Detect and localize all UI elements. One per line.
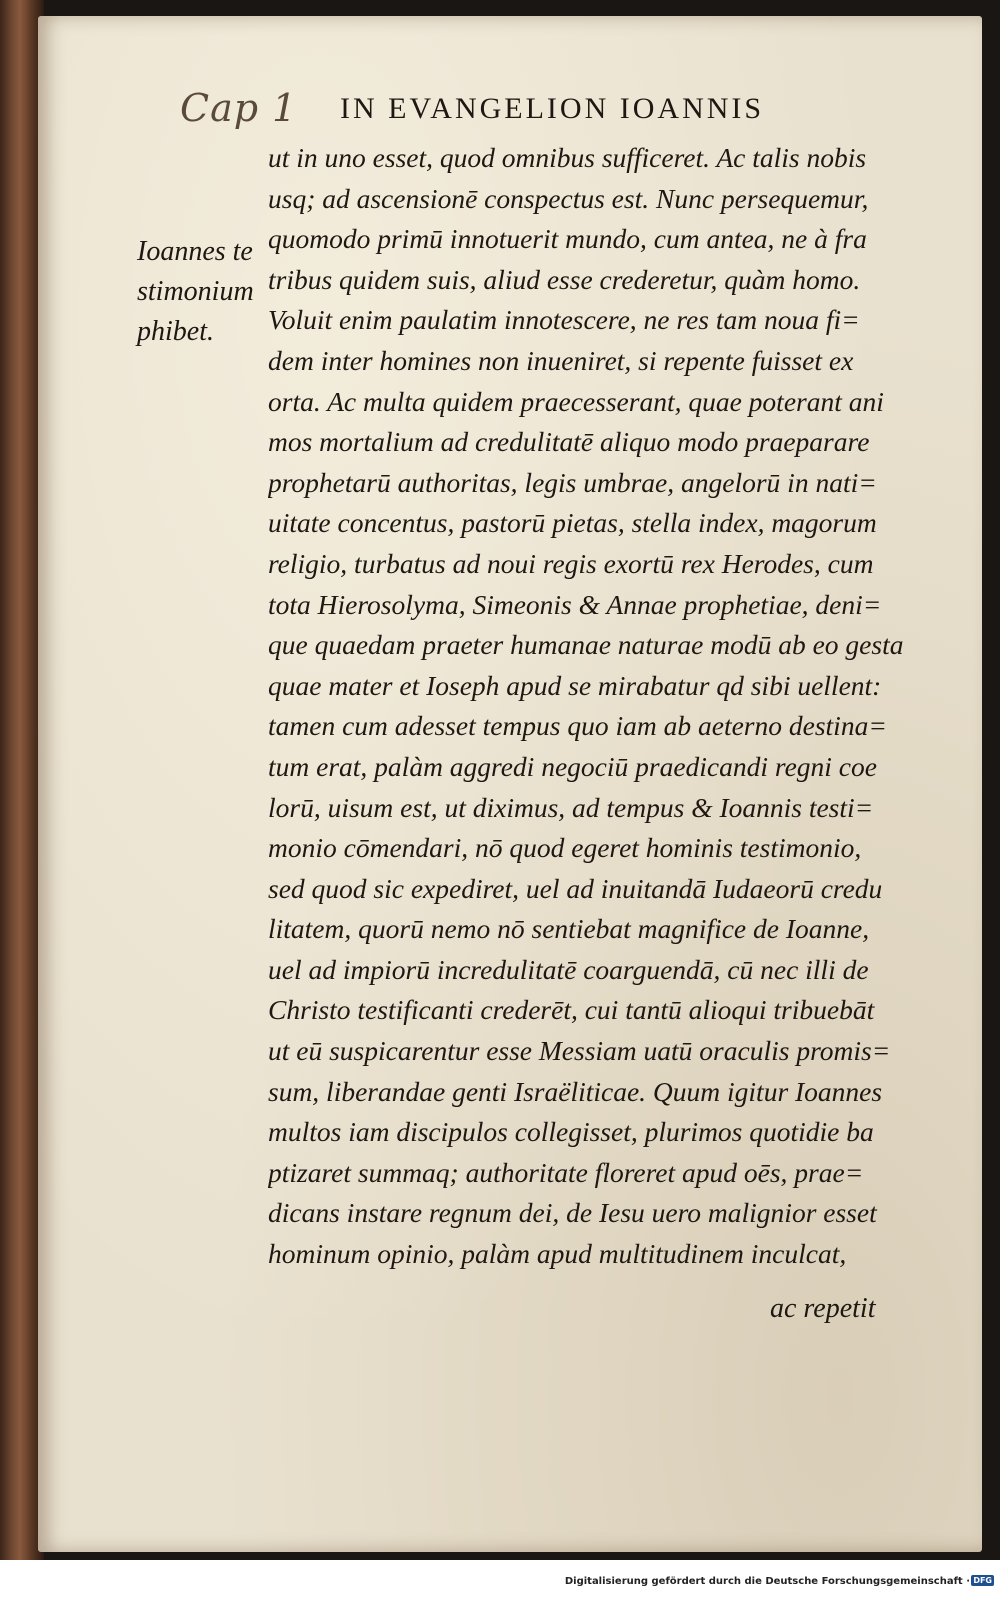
text-line: ut eū suspicarentur esse Messiam uatū oraculis promis=	[268, 1035, 891, 1067]
text-line: tribus quidem suis, aliud esse crederetur, quàm homo.	[268, 263, 861, 295]
text-line: tamen cum adesset tempus quo iam ab aeterno destina=	[268, 710, 887, 742]
text-line: multos iam discipulos collegisset, plurimos quotidie ba	[268, 1116, 874, 1148]
text-line: mos mortalium ad credulitatē aliquo modo praeparare	[268, 426, 870, 458]
margin-note-line: stimonium	[137, 276, 254, 307]
text-line: ptizaret summaq; authoritate floreret apud oēs, prae=	[268, 1156, 864, 1188]
text-line: usq; ad ascensionē conspectus est. Nunc persequemur,	[268, 182, 869, 214]
dfg-logo: DFG	[973, 1576, 992, 1585]
text-line: Voluit enim paulatim innotescere, ne res tam noua fi=	[268, 304, 860, 336]
text-line: quomodo primū innotuerit mundo, cum antea, ne à fra	[268, 223, 867, 255]
text-line: lorū, uisum est, ut diximus, ad tempus & Ioannis testi=	[268, 791, 874, 823]
handwritten-note: Cap 1	[180, 86, 298, 130]
text-line: monio cōmendari, nō quod egeret hominis testimonio,	[268, 832, 862, 864]
text-line: litatem, quorū nemo nō sentiebat magnifice de Ioanne,	[268, 913, 870, 945]
text-line: ut in uno esset, quod omnibus sufficeret. Ac talis nobis	[268, 142, 867, 173]
text-line: quae mater et Ioseph apud se mirabatur qd sibi uellent:	[268, 669, 882, 701]
funding-credit: Digitalisierung gefördert durch die Deutsche Forschungsgemeinschaft ·	[564, 1576, 970, 1587]
catchword: ac repetit	[770, 1293, 876, 1324]
text-line: prophetarū authoritas, legis umbrae, angelorū in nati=	[268, 466, 877, 498]
text-line: tota Hierosolyma, Simeonis & Annae prophetiae, deni=	[268, 588, 882, 620]
text-line: dem inter homines non inueniret, si repente fuisset ex	[268, 344, 854, 376]
text-line: sum, liberandae genti Israëliticae. Quum igitur Ioannes	[268, 1075, 883, 1107]
text-line: Christo testificanti crederēt, cui tantū alioqui tribuebāt	[268, 994, 875, 1026]
text-line: religio, turbatus ad noui regis exortū rex Herodes, cum	[268, 547, 874, 579]
text-line: tum erat, palàm aggredi negociū praedicandi regni coe	[268, 750, 877, 782]
text-line: sed quod sic expediret, uel ad inuitandā Iudaeorū credu	[268, 872, 883, 904]
text-line: orta. Ac multa quidem praecesserant, quae poterant ani	[268, 385, 884, 417]
text-line: hominum opinio, palàm apud multitudinem inculcat,	[268, 1238, 847, 1270]
text-line: uel ad impiorū incredulitatē coarguendā, cū nec illi de	[268, 953, 869, 985]
margin-note-line: phibet.	[137, 316, 214, 347]
text-line: dicans instare regnum dei, de Iesu uero malignior esset	[268, 1197, 877, 1229]
footer	[0, 1560, 1000, 1606]
text-line: que quaedam praeter humanae naturae modū ab eo gesta	[268, 629, 904, 661]
margin-note-line: Ioannes te	[137, 236, 253, 267]
running-head: IN EVANGELION IOANNIS	[340, 92, 765, 125]
text-line: uitate concentus, pastorū pietas, stella index, magorum	[268, 507, 877, 539]
margin-note	[137, 232, 287, 352]
body-text	[268, 138, 918, 1275]
